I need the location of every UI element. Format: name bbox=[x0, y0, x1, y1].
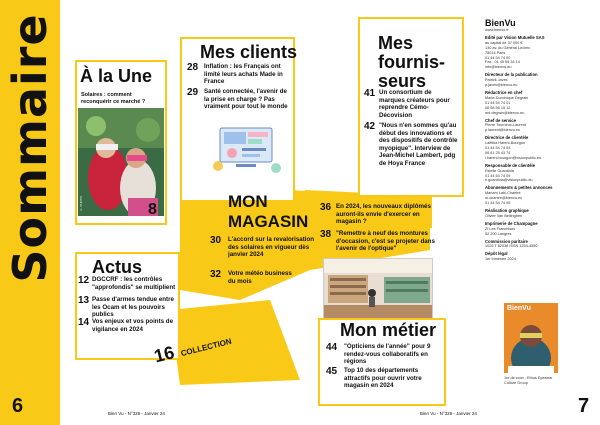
cover-image bbox=[504, 314, 558, 373]
masthead-block-line: p.javes@bienvu.eu bbox=[485, 83, 518, 88]
cover-caption bbox=[504, 376, 584, 386]
fournisseurs-num-2: 42 bbox=[364, 121, 376, 132]
masthead-blocks bbox=[485, 36, 590, 262]
masthead-block bbox=[485, 164, 590, 184]
masthead-block-line: Mariam Lahi-Chantre bbox=[485, 191, 521, 196]
mon-magasin-title bbox=[228, 192, 308, 232]
masthead-block-line: 06 68 56 15 12 bbox=[485, 105, 511, 110]
masthead-block-line: 1026 T 82038 ISSN 1254-4550 bbox=[485, 244, 538, 249]
connected-health-illustration bbox=[212, 120, 282, 178]
masthead-block-line: Olivier Van Bellinghen bbox=[485, 213, 523, 218]
metier-num-45: 45 bbox=[326, 366, 338, 377]
actus-item-12[interactable]: DGCCRF : les contrôles "approfondis" se multiplient bbox=[92, 276, 176, 291]
masthead-block-line: 75014 Paris bbox=[485, 50, 506, 55]
masthead-block-title: Chef de service bbox=[485, 117, 516, 123]
masthead-block-title: Edité par Vision Mutuelle SAS bbox=[485, 34, 545, 40]
collection-num: 16 bbox=[152, 342, 177, 367]
actus-item-14[interactable]: Vos enjeux et vos points de vigilance en 2024 bbox=[92, 318, 174, 333]
mes-clients-item-2[interactable]: Santé connectée, l'avenir de la prise en charge ? Pas vraiment pour tout le monde bbox=[204, 88, 288, 111]
masthead-block-line: p.laurent@bienvu.eu bbox=[485, 128, 521, 133]
cover-logo: BienVu bbox=[507, 305, 531, 312]
actus-title: Actus bbox=[92, 257, 143, 277]
masthead-block-line: Estelle Guardiola bbox=[485, 168, 514, 173]
masthead-block-title: Réalisation graphique bbox=[485, 208, 529, 213]
masthead-block-line: 1er trimestre 2024 bbox=[485, 257, 516, 262]
fournisseurs-item-2[interactable]: "Nous n'en sommes qu'au début des innovations et des dispositifs de contrôle myopique". Interview de Jean-Michel Lambert, pdg de Hoya France bbox=[379, 122, 458, 167]
magasin-num-32: 32 bbox=[210, 269, 222, 280]
metier-item-45[interactable]: Top 10 des départements attractifs pour ouvrir votre magasin en 2024 bbox=[344, 367, 422, 390]
store-interior-image bbox=[324, 259, 433, 320]
mes-clients-title: Mes clients bbox=[200, 42, 298, 62]
masthead-block bbox=[485, 252, 590, 262]
masthead-block-line: Pierre Tourneux-Laurent bbox=[485, 123, 526, 128]
masthead-block-line: Fax : 01 45 65 34 14 bbox=[485, 60, 520, 65]
mon-magasin-title-line1: MON bbox=[228, 192, 268, 211]
fournisseurs-num-1: 41 bbox=[364, 88, 376, 99]
masthead-block bbox=[485, 136, 590, 161]
magasin-item-32[interactable]: Votre météo business du mois bbox=[228, 270, 292, 285]
masthead-block-line: 01 44 54 74 09 bbox=[485, 173, 511, 178]
masthead-block bbox=[485, 119, 590, 134]
magazine-cover-thumbnail[interactable] bbox=[504, 303, 558, 373]
masthead-block bbox=[485, 209, 590, 219]
photo-credit: © PHOTO bbox=[79, 196, 83, 212]
magasin-item-30[interactable]: L'accord sur la revalorisation des solaires en vigueur dès janvier 2024 bbox=[228, 236, 315, 259]
store-photo[interactable] bbox=[323, 258, 433, 320]
masthead-block-line: 130 av. du Général Leclerc bbox=[485, 45, 531, 50]
masthead-block bbox=[485, 73, 590, 88]
actus-num-13: 13 bbox=[78, 295, 90, 306]
page-number-right: 7 bbox=[578, 395, 590, 417]
masthead-block-line: ZI Les Franchises bbox=[485, 226, 516, 231]
masthead-block bbox=[485, 36, 590, 70]
masthead-block-line: 52 200 Langres bbox=[485, 231, 512, 236]
actus-item-13[interactable]: Passe d'armes tendue entre les Ocam et les pouvoirs publics bbox=[92, 296, 174, 319]
masthead-block-line: m.chantre@bienvu.eu bbox=[485, 196, 523, 201]
fournisseurs-title-line2: fournis- bbox=[378, 52, 445, 72]
magasin-num-30: 30 bbox=[210, 235, 222, 246]
mon-metier-title: Mon métier bbox=[340, 320, 437, 340]
masthead-block-line: 01 44 54 74 01 bbox=[485, 100, 511, 105]
masthead-block-line: 01 44 54 74 04 bbox=[485, 146, 511, 151]
metier-item-44[interactable]: "Opticiens de l'année" pour 9 rendez-vous collaboratifs en régions bbox=[344, 343, 431, 366]
mes-fournisseurs-title bbox=[378, 34, 445, 91]
masthead-block-title: Directrice de clientèle bbox=[485, 135, 529, 141]
a-la-une-page: 8 bbox=[148, 201, 157, 218]
masthead-block bbox=[485, 240, 590, 250]
mes-clients-num-1: 28 bbox=[187, 62, 199, 73]
fournisseurs-item-1[interactable]: Un consortium de marques créateurs pour reprendre Cémo-Décovision bbox=[379, 89, 450, 119]
masthead-block-title: Rédactrice en chef bbox=[485, 89, 523, 95]
magasin-item-36[interactable]: En 2024, les nouveaux diplômés auront-ils envie d'exercer en magasin ? bbox=[336, 203, 431, 226]
masthead-block-line: 01 44 54 74 05 bbox=[485, 201, 511, 206]
page-number-left: 6 bbox=[12, 395, 24, 417]
masthead-logo: BienVu bbox=[485, 18, 516, 28]
masthead-block-title: Abonnements & petites annonces bbox=[485, 185, 553, 191]
masthead-block bbox=[485, 186, 590, 206]
masthead-block-line: au capital de 37 000 € bbox=[485, 40, 523, 45]
footer-left: Bien Vu - N°329 - Janvier 24 bbox=[108, 411, 165, 416]
footer-right: Bien Vu - N°329 - Janvier 24 bbox=[420, 411, 477, 416]
actus-num-14: 14 bbox=[78, 317, 90, 328]
masthead-column bbox=[485, 18, 590, 265]
masthead-site[interactable]: www.bienvu.fr bbox=[485, 28, 509, 32]
a-la-une-teaser: Solaires : comment reconquérir ce marché ? bbox=[81, 92, 146, 105]
a-la-une-title: À la Une bbox=[80, 66, 153, 86]
magasin-item-38[interactable]: "Remettre à neuf des montures d'occasion, c'est se projeter dans l'avenir de l'optique" bbox=[336, 230, 435, 253]
masthead-block-title: Directeur de la publication bbox=[485, 72, 538, 78]
magasin-num-36: 36 bbox=[320, 202, 332, 213]
masthead-block-line: l.hareni.bourgon@visionpublic.eu bbox=[485, 155, 542, 160]
masthead-block-line: Marie-Dominique Degrain bbox=[485, 95, 529, 100]
masthead-block-line: 06 61 25 43 74 bbox=[485, 150, 511, 155]
page-title: Sommaire bbox=[3, 13, 57, 283]
cover-photo-image bbox=[78, 108, 164, 216]
mon-magasin-title-line2: MAGASIN bbox=[228, 212, 309, 231]
masthead-block-title: Responsable de clientèle bbox=[485, 162, 536, 168]
fournisseurs-title-line1: Mes bbox=[378, 33, 414, 53]
masthead-block-line: Patrick Javes bbox=[485, 78, 508, 83]
masthead-block-line: md.degrain@bienvu.eu bbox=[485, 110, 525, 115]
metier-num-44: 44 bbox=[326, 342, 338, 353]
masthead-block-line: Laëtitia Hareni-Bourgon bbox=[485, 141, 526, 146]
masthead-block-title: Imprimerie de Champagne bbox=[485, 220, 538, 226]
masthead-block-title: Commission paritaire bbox=[485, 238, 528, 244]
masthead-block bbox=[485, 222, 590, 237]
magasin-num-38: 38 bbox=[320, 229, 332, 240]
masthead-block-line: info@bienvu.eu bbox=[485, 65, 512, 70]
masthead-block bbox=[485, 91, 590, 116]
cover-caption-line1: 1re de couv : Ethos Eyewear bbox=[504, 376, 553, 380]
fournisseurs-title-line3: seurs bbox=[378, 71, 427, 91]
actus-num-12: 12 bbox=[78, 275, 90, 286]
masthead-block-line: e.guardiola@visionpublic.eu bbox=[485, 178, 533, 183]
cover-caption-line2: Culture Group bbox=[504, 380, 528, 385]
mes-clients-num-2: 29 bbox=[187, 87, 199, 98]
masthead-block-line: 01 44 54 74 00 bbox=[485, 55, 511, 60]
collection-text: COLLECTION bbox=[179, 336, 233, 359]
mes-clients-item-1[interactable]: Inflation : les Français ont limité leurs achats Made in France bbox=[204, 63, 283, 86]
masthead-block-title: Dépôt légal bbox=[485, 251, 508, 257]
a-la-une-photo[interactable] bbox=[78, 108, 164, 216]
